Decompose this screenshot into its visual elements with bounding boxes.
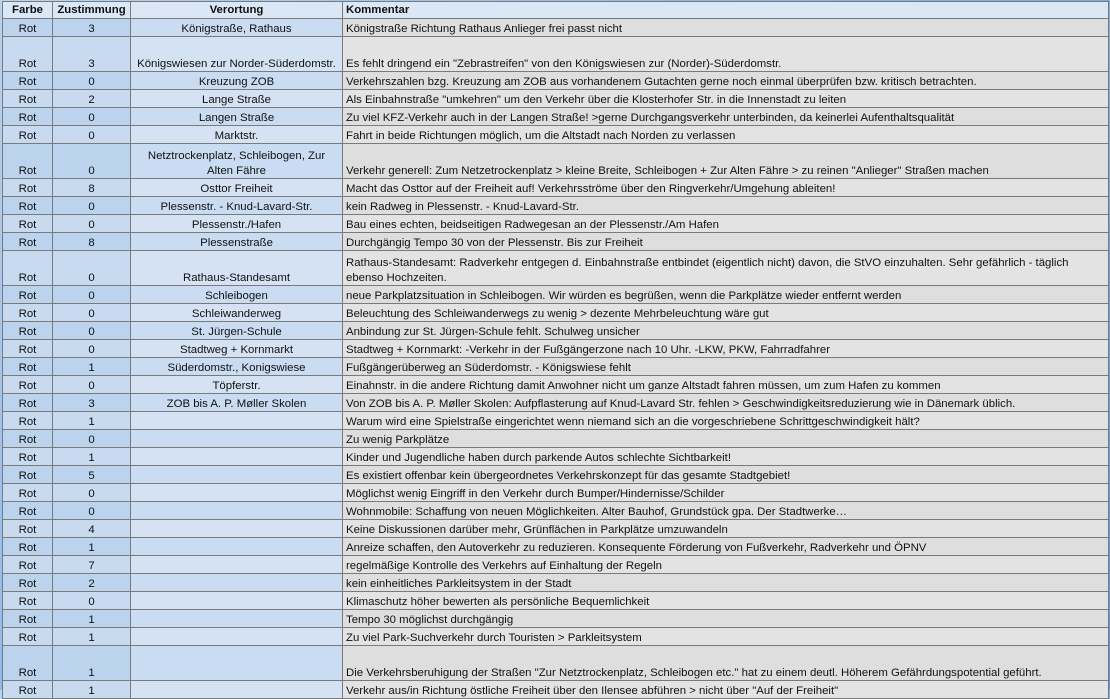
cell-kommentar: kein Radweg in Plessenstr. - Knud-Lavard-Str. [343,197,1109,215]
cell-zustimmung: 3 [53,19,131,37]
cell-verortung: Kreuzung ZOB [131,72,343,90]
table-row [3,126,1109,144]
cell-farbe: Rot [3,484,53,502]
cell-verortung [131,628,343,646]
cell-zustimmung: 0 [53,215,131,233]
table-row [3,358,1109,376]
table-row [3,448,1109,466]
table-row [3,90,1109,108]
cell-farbe: Rot [3,72,53,90]
cell-verortung: Plessenstraße [131,233,343,251]
table-row [3,108,1109,126]
cell-verortung [131,610,343,628]
table-row [3,646,1109,681]
table-row [3,538,1109,556]
cell-verortung: Lange Straße [131,90,343,108]
cell-zustimmung: 0 [53,430,131,448]
cell-kommentar: Beleuchtung des Schleiwanderwegs zu wenig > dezente Mehrbeleuchtung wäre gut [343,304,1109,322]
cell-kommentar: Fahrt in beide Richtungen möglich, um die Altstadt nach Norden zu verlassen [343,126,1109,144]
cell-kommentar: Macht das Osttor auf der Freiheit auf! Verkehrsströme über den Ringverkehr/Umgehung ableiten! [343,179,1109,197]
table-row [3,484,1109,502]
cell-farbe: Rot [3,304,53,322]
cell-verortung: St. Jürgen-Schule [131,322,343,340]
cell-kommentar: Verkehr aus/in Richtung östliche Freiheit über den Ilensee abführen > nicht über "Auf der Freiheit" [343,681,1109,699]
cell-kommentar: kein einheitliches Parkleitsystem in der Stadt [343,574,1109,592]
cell-zustimmung: 0 [53,484,131,502]
cell-farbe: Rot [3,215,53,233]
cell-farbe: Rot [3,90,53,108]
header-row [3,2,1109,19]
cell-zustimmung: 0 [53,376,131,394]
table-row [3,19,1109,37]
table-row [3,304,1109,322]
table-row [3,628,1109,646]
cell-kommentar: Es existiert offenbar kein übergeordnetes Verkehrskonzept für das gesamte Stadtgebiet! [343,466,1109,484]
table-row [3,197,1109,215]
table-row [3,340,1109,358]
cell-kommentar: Keine Diskussionen darüber mehr, Grünflächen in Parkplätze umzuwandeln [343,520,1109,538]
table-row [3,520,1109,538]
cell-zustimmung: 1 [53,358,131,376]
table-row [3,37,1109,72]
cell-kommentar: Einahnstr. in die andere Richtung damit Anwohner nicht um ganze Altstadt fahren müssen, um zum Hafen zu kommen [343,376,1109,394]
cell-zustimmung: 4 [53,520,131,538]
cell-verortung: Töpferstr. [131,376,343,394]
cell-verortung: Osttor Freiheit [131,179,343,197]
cell-farbe: Rot [3,108,53,126]
cell-farbe: Rot [3,628,53,646]
cell-kommentar: Anreize schaffen, den Autoverkehr zu reduzieren. Konsequente Förderung von Fußverkehr, Radverkehr und ÖPNV [343,538,1109,556]
cell-farbe: Rot [3,592,53,610]
cell-verortung: Schleibogen [131,286,343,304]
cell-farbe: Rot [3,144,53,179]
cell-verortung [131,448,343,466]
cell-kommentar: Kinder und Jugendliche haben durch parkende Autos schlechte Sichtbarkeit! [343,448,1109,466]
table-row [3,322,1109,340]
cell-kommentar: Tempo 30 möglichst durchgängig [343,610,1109,628]
table-row [3,574,1109,592]
cell-verortung [131,502,343,520]
cell-farbe: Rot [3,412,53,430]
table-row [3,466,1109,484]
table-row [3,251,1109,286]
table-row [3,376,1109,394]
cell-farbe: Rot [3,376,53,394]
cell-farbe: Rot [3,430,53,448]
cell-verortung [131,538,343,556]
cell-kommentar: Verkehrszahlen bzg. Kreuzung am ZOB aus vorhandenem Gutachten gerne noch einmal überprüfen bzw. kritisch betrachten. [343,72,1109,90]
cell-zustimmung: 0 [53,197,131,215]
cell-zustimmung: 3 [53,37,131,72]
table-row [3,556,1109,574]
cell-verortung [131,592,343,610]
table-row [3,412,1109,430]
cell-zustimmung: 0 [53,108,131,126]
cell-zustimmung: 1 [53,448,131,466]
cell-verortung: Langen Straße [131,108,343,126]
cell-farbe: Rot [3,233,53,251]
cell-farbe: Rot [3,251,53,286]
cell-verortung [131,412,343,430]
cell-zustimmung: 0 [53,340,131,358]
cell-kommentar: Klimaschutz höher bewerten als persönliche Bequemlichkeit [343,592,1109,610]
cell-farbe: Rot [3,448,53,466]
cell-verortung: Netztrockenplatz, Schleibogen, Zur Alten Fähre [131,144,343,179]
cell-zustimmung: 1 [53,610,131,628]
comments-table [2,1,1109,699]
cell-zustimmung: 0 [53,322,131,340]
cell-zustimmung: 0 [53,592,131,610]
table-row [3,394,1109,412]
table-row [3,502,1109,520]
cell-zustimmung: 0 [53,72,131,90]
cell-verortung [131,430,343,448]
table-row [3,430,1109,448]
cell-verortung: Rathaus-Standesamt [131,251,343,286]
cell-verortung [131,520,343,538]
cell-kommentar: Als Einbahnstraße "umkehren" um den Verkehr über die Klosterhofer Str. in die Innenstadt zu leiten [343,90,1109,108]
cell-verortung: Süderdomstr., Konigswiese [131,358,343,376]
cell-verortung: Schleiwanderweg [131,304,343,322]
cell-verortung [131,646,343,681]
cell-farbe: Rot [3,502,53,520]
cell-farbe: Rot [3,286,53,304]
cell-kommentar: neue Parkplatzsituation in Schleibogen. Wir würden es begrüßen, wenn die Parkplätze wieder entfernt werden [343,286,1109,304]
cell-farbe: Rot [3,322,53,340]
cell-kommentar: Rathaus-Standesamt: Radverkehr entgegen d. Einbahnstraße entbindet (eigentlich nicht) davon, die StVO einzuhalten. Sehr gefährlich - täglich ebenso Hochzeiten. [343,251,1109,286]
cell-kommentar: Zu wenig Parkplätze [343,430,1109,448]
cell-zustimmung: 1 [53,646,131,681]
table-row [3,179,1109,197]
cell-kommentar: Wohnmobile: Schaffung von neuen Möglichkeiten. Alter Bauhof, Grundstück gpa. Der Stadtwerke… [343,502,1109,520]
header-kommentar: Kommentar [343,2,1109,19]
cell-kommentar: Stadtweg + Kornmarkt: -Verkehr in der Fußgängerzone nach 10 Uhr. -LKW, PKW, Fahrradfahrer [343,340,1109,358]
cell-farbe: Rot [3,538,53,556]
cell-farbe: Rot [3,340,53,358]
cell-farbe: Rot [3,179,53,197]
cell-zustimmung: 1 [53,628,131,646]
cell-kommentar: Verkehr generell: Zum Netzetrockenplatz > kleine Breite, Schleibogen + Zur Alten Fähre > zu reinen "Anlieger" Straßen machen [343,144,1109,179]
cell-kommentar: Anbindung zur St. Jürgen-Schule fehlt. Schulweg unsicher [343,322,1109,340]
cell-verortung: Stadtweg + Kornmarkt [131,340,343,358]
cell-kommentar: Bau eines echten, beidseitigen Radwegesan an der Plessenstr./Am Hafen [343,215,1109,233]
header-verortung: Verortung [131,2,343,19]
cell-zustimmung: 0 [53,126,131,144]
header-farbe: Farbe [3,2,53,19]
cell-farbe: Rot [3,19,53,37]
cell-zustimmung: 8 [53,179,131,197]
table-row [3,215,1109,233]
table-row [3,72,1109,90]
cell-verortung [131,574,343,592]
cell-zustimmung: 0 [53,286,131,304]
cell-verortung: Königswiesen zur Norder-Süderdomstr. [131,37,343,72]
cell-verortung [131,484,343,502]
cell-zustimmung: 0 [53,251,131,286]
cell-verortung: Marktstr. [131,126,343,144]
cell-zustimmung: 1 [53,412,131,430]
cell-farbe: Rot [3,681,53,699]
cell-zustimmung: 2 [53,574,131,592]
cell-zustimmung: 1 [53,538,131,556]
cell-farbe: Rot [3,574,53,592]
cell-zustimmung: 5 [53,466,131,484]
cell-kommentar: Durchgängig Tempo 30 von der Plessenstr. Bis zur Freiheit [343,233,1109,251]
cell-kommentar: Die Verkehrsberuhigung der Straßen "Zur Netztrockenplatz, Schleibogen etc." hat zu einem deutl. Höherem Gefährdungspotential geführt. [343,646,1109,681]
cell-kommentar: Es fehlt dringend ein "Zebrastreifen" von den Königswiesen zur (Norder)-Süderdomstr. [343,37,1109,72]
cell-kommentar: Möglichst wenig Eingriff in den Verkehr durch Bumper/Hindernisse/Schilder [343,484,1109,502]
cell-kommentar: Zu viel KFZ-Verkehr auch in der Langen Straße! >gerne Durchgangsverkehr unterbinden, da keinerlei Aufenthaltsqualität [343,108,1109,126]
cell-verortung [131,466,343,484]
cell-farbe: Rot [3,394,53,412]
cell-verortung [131,681,343,699]
cell-verortung: Plessenstr./Hafen [131,215,343,233]
cell-zustimmung: 1 [53,681,131,699]
table-row [3,592,1109,610]
cell-kommentar: Warum wird eine Spielstraße eingerichtet wenn niemand sich an die vorgeschriebene Schrittgeschwindigkeit hält? [343,412,1109,430]
cell-farbe: Rot [3,358,53,376]
cell-kommentar: Zu viel Park-Suchverkehr durch Touristen > Parkleitsystem [343,628,1109,646]
cell-kommentar: Königstraße Richtung Rathaus Anlieger frei passt nicht [343,19,1109,37]
table-body [3,19,1109,699]
cell-farbe: Rot [3,520,53,538]
cell-kommentar: Von ZOB bis A. P. Møller Skolen: Aufpflasterung auf Knud-Lavard Str. fehlen > Geschwindigkeitsreduzierung wie in Dänemark üblich. [343,394,1109,412]
cell-zustimmung: 8 [53,233,131,251]
cell-farbe: Rot [3,556,53,574]
cell-zustimmung: 7 [53,556,131,574]
cell-verortung: Königstraße, Rathaus [131,19,343,37]
cell-verortung [131,556,343,574]
table-row [3,286,1109,304]
cell-kommentar: regelmäßige Kontrolle des Verkehrs auf Einhaltung der Regeln [343,556,1109,574]
cell-verortung: Plessenstr. - Knud-Lavard-Str. [131,197,343,215]
table-row [3,233,1109,251]
cell-farbe: Rot [3,466,53,484]
cell-zustimmung: 0 [53,144,131,179]
cell-zustimmung: 0 [53,304,131,322]
cell-farbe: Rot [3,646,53,681]
cell-zustimmung: 3 [53,394,131,412]
table-row [3,610,1109,628]
table-row [3,144,1109,179]
cell-zustimmung: 0 [53,502,131,520]
cell-kommentar: Fußgängerüberweg an Süderdomstr. - Königswiese fehlt [343,358,1109,376]
header-zustimmung: Zustimmung [53,2,131,19]
cell-farbe: Rot [3,197,53,215]
cell-farbe: Rot [3,126,53,144]
cell-farbe: Rot [3,37,53,72]
cell-farbe: Rot [3,610,53,628]
cell-zustimmung: 2 [53,90,131,108]
cell-verortung: ZOB bis A. P. Møller Skolen [131,394,343,412]
table-row [3,681,1109,699]
